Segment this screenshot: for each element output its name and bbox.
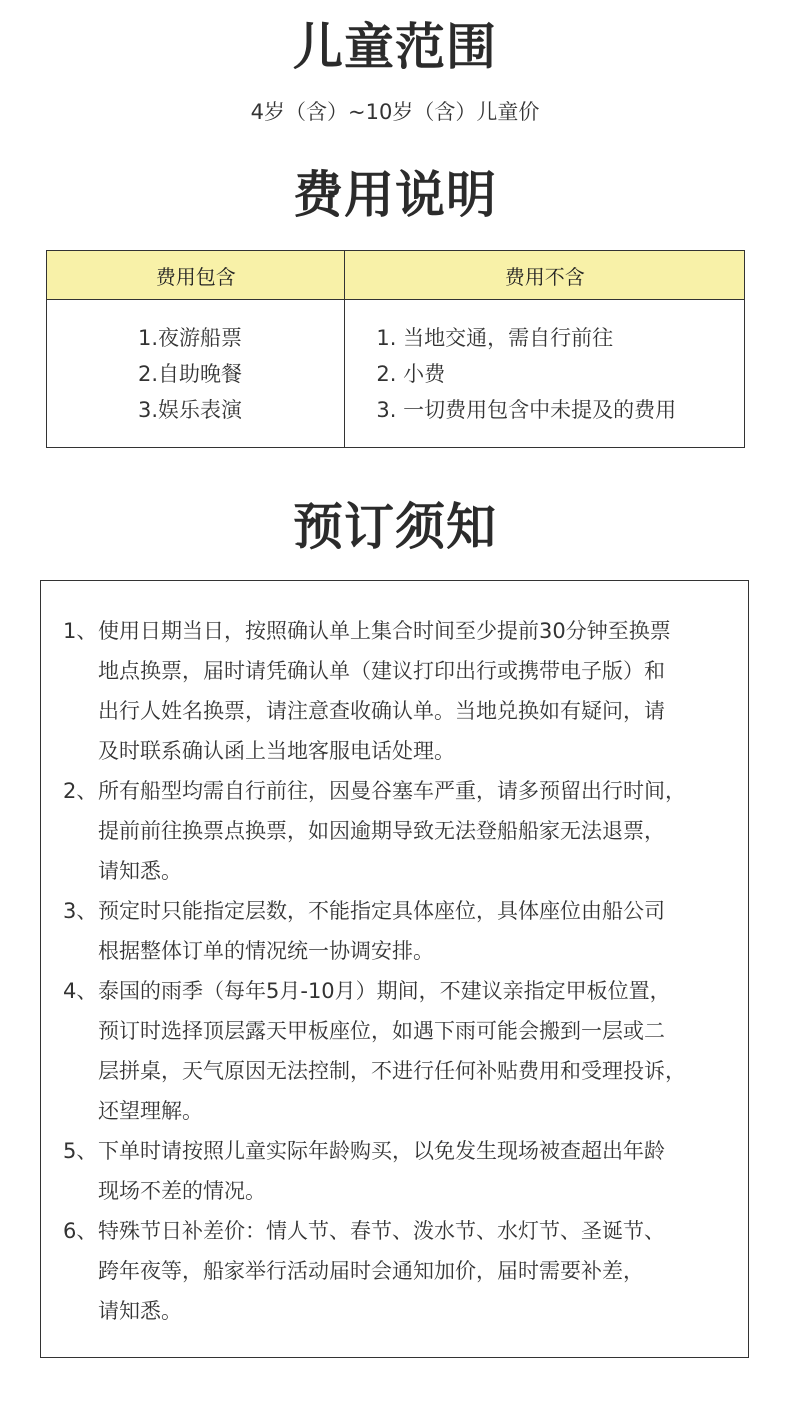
notice-line: 预订时选择顶层露天甲板座位，如遇下雨可能会搬到一层或二 <box>98 1019 665 1043</box>
notice-number: 3、 <box>63 899 98 923</box>
fee-excluded-item: 2. 小费 <box>376 362 446 386</box>
notice-line: 及时联系确认函上当地客服电话处理。 <box>98 739 455 763</box>
fee-included-list <box>47 300 344 428</box>
booking-notice-title: 预订须知 <box>293 498 497 556</box>
booking-notice-list <box>41 581 748 1331</box>
fee-table <box>46 250 745 448</box>
notice-item-4 <box>41 971 748 1131</box>
notice-line: 层拼桌，天气原因无法控制，不进行任何补贴费用和受理投诉， <box>98 1059 686 1083</box>
notice-line: 请知悉。 <box>98 1299 182 1323</box>
notice-line: 现场不差的情况。 <box>98 1179 266 1203</box>
fee-included-item: 1.夜游船票 <box>138 326 243 350</box>
notice-line: 出行人姓名换票，请注意查收确认单。当地兑换如有疑问，请 <box>98 699 665 723</box>
fee-excluded-list <box>345 300 744 428</box>
notice-number: 2、 <box>63 779 98 803</box>
fee-included-item: 2.自助晚餐 <box>138 362 243 386</box>
notice-line: 跨年夜等，船家举行活动届时会通知加价，届时需要补差， <box>98 1259 644 1283</box>
notice-line: 预定时只能指定层数，不能指定具体座位，具体座位由船公司 <box>98 899 665 923</box>
notice-number: 1、 <box>63 619 98 643</box>
fee-excluded-item: 3. 一切费用包含中未提及的费用 <box>376 398 677 422</box>
children-range-subtitle: 4岁（含）~10岁（含）儿童价 <box>250 100 540 124</box>
notice-line: 还望理解。 <box>98 1099 203 1123</box>
notice-item-3 <box>41 891 748 971</box>
notice-line: 所有船型均需自行前往，因曼谷塞车严重，请多预留出行时间， <box>98 779 686 803</box>
fee-included-item: 3.娱乐表演 <box>138 398 243 422</box>
fee-excluded-item: 1. 当地交通，需自行前往 <box>376 326 614 350</box>
notice-item-6 <box>41 1211 748 1331</box>
fee-table-body-row <box>47 300 745 448</box>
notice-line: 提前前往换票点换票，如因逾期导致无法登船船家无法退票， <box>98 819 665 843</box>
notice-line: 地点换票，届时请凭确认单（建议打印出行或携带电子版）和 <box>98 659 665 683</box>
fee-table-header-row <box>47 251 745 300</box>
fee-included-header: 费用包含 <box>47 251 345 300</box>
notice-line: 请知悉。 <box>98 859 182 883</box>
booking-notice-box <box>40 580 749 1358</box>
children-range-title: 儿童范围 <box>293 18 497 76</box>
notice-line: 下单时请按照儿童实际年龄购买，以免发生现场被查超出年龄 <box>98 1139 665 1163</box>
notice-item-2 <box>41 771 748 891</box>
notice-item-1 <box>41 611 748 771</box>
fee-included-cell <box>47 300 345 448</box>
notice-line: 根据整体订单的情况统一协调安排。 <box>98 939 434 963</box>
fee-excluded-header: 费用不含 <box>345 251 745 300</box>
notice-line: 泰国的雨季（每年5月-10月）期间，不建议亲指定甲板位置， <box>98 979 671 1003</box>
notice-number: 4、 <box>63 979 98 1003</box>
fee-description-title: 费用说明 <box>293 166 497 224</box>
fee-excluded-cell <box>345 300 745 448</box>
notice-item-5 <box>41 1131 748 1211</box>
notice-line: 特殊节日补差价：情人节、春节、泼水节、水灯节、圣诞节、 <box>98 1219 665 1243</box>
notice-number: 6、 <box>63 1219 98 1243</box>
notice-line: 使用日期当日，按照确认单上集合时间至少提前30分钟至换票 <box>98 619 671 643</box>
notice-number: 5、 <box>63 1139 98 1163</box>
